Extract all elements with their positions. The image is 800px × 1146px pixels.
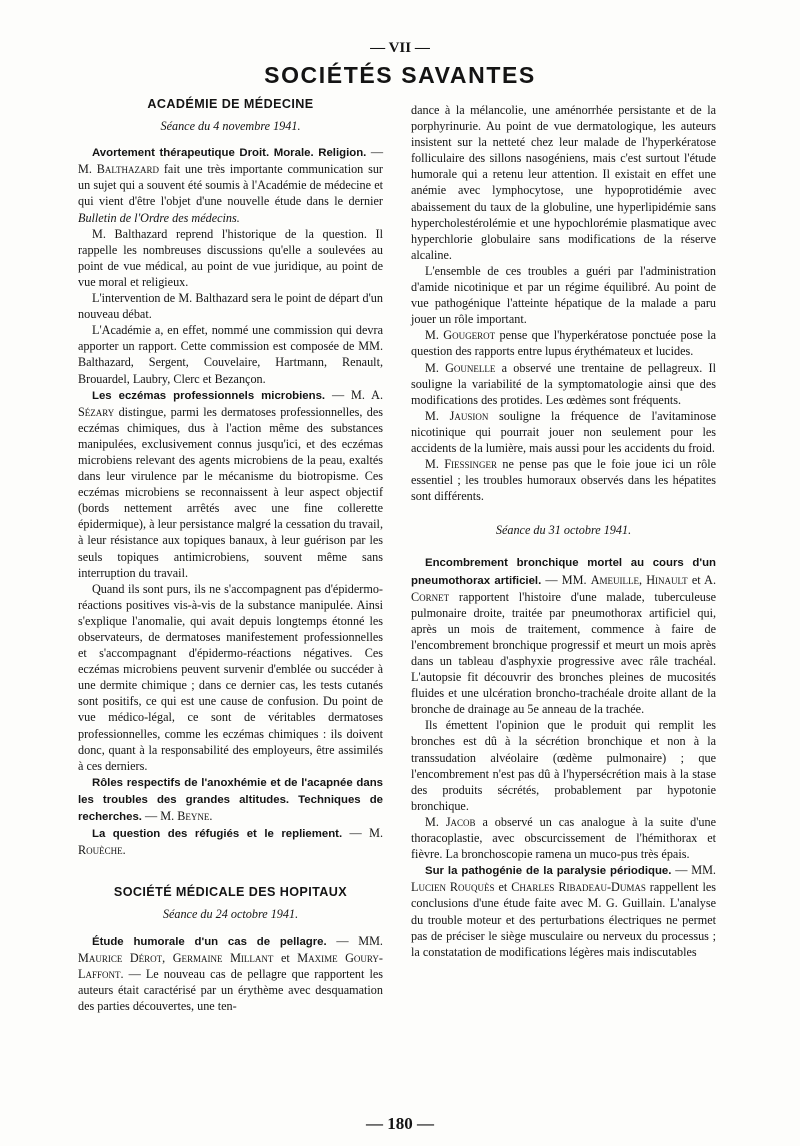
text: rapportent l'histoire d'une malade, tuberculeuse pulmonaire droite, traitée par pneumothorax artificiel qui, après un mois de traitement, commence à faire de l'encombrement bronchique progressif et meurt un mois après dans un tableau d'asphyxie progressive avec râle trachéal. L'autopsie fit découvrir des bronches pleines de mucosités fluides et une ulcération broncho-trachéale droite allant de la bronche de drainage au 5e anneau de la trachée.: [411, 589, 716, 717]
author-name: Gougerot: [443, 328, 496, 343]
section-heading-hopitaux: SOCIÉTÉ MÉDICALE DES HOPITAUX: [113, 885, 348, 900]
text: ne pense pas que le foie joue ici un rôle essentiel ; les troubles humoraux observés dans les hépatites sont différents.: [411, 457, 716, 504]
text: et: [494, 880, 512, 895]
text: et: [273, 950, 298, 965]
article-title: Encombrement bronchique mortel au cours d'un pneumothorax artificiel.: [411, 557, 716, 587]
author-name: Beyne: [177, 809, 210, 824]
article-title: Les eczémas professionnels microbiens.: [92, 389, 326, 402]
paragraph: dance à la mélancolie, une aménorrhée persistante et de la porphyrinurie. Au point de vue dermatologique, les auteurs insistent sur la netteté chez leur malade de l'hyperkératose folliculaire des sillons nasogéniens, mais c'est surtout l'étude humorale qui a retenu leur attention. Il existait en effet une anémie avec lymphocytose, une hypoprotidémie avec abaissement du taux de la globuline, une hyperlipidémie sans hypercholestérolémie et une hypochlorémie plasmatique avec hyperchlorie globulaire sans modifications de la réserve alcaline.: [411, 103, 716, 262]
paragraph: [411, 862, 716, 960]
article-title: Étude humorale d'un cas de pellagre.: [92, 935, 327, 948]
left-column: [78, 96, 383, 1014]
paragraph: L'ensemble de ces troubles a guéri par l'administration d'amide nicotinique et par un régime équilibré. Au point de vue pathogénique l'atteinte hépatique de la malade a paru jouer un rôle important.: [411, 263, 716, 327]
text: rappellent les conclusions d'une étude faite avec M. G. Guillain. L'analyse du trouble moteur et des perturbations électriques ne permet pas de préciser le siège musculaire ou nerveux du processus ; la constatation de modifications légères mais indiscutables: [411, 880, 717, 959]
author-name: Fiessinger: [444, 457, 498, 472]
text: — MM.: [326, 933, 383, 948]
text: a observé un cas analogue à la suite d'une thoracoplastie, avec obscurcissement de l'hémithorax et fièvre. La bronchoscopie ramena un muco-pus très épais.: [411, 814, 716, 862]
paragraph: [78, 933, 383, 1014]
paragraph: [411, 554, 716, 717]
author-name: Sézary: [78, 404, 115, 419]
page-title: SOCIÉTÉS SAVANTES: [264, 62, 536, 88]
text: souligne la fréquence de l'avitaminose nicotinique qui pourrait jouer non seulement pour les accidents de la lumière, mais aussi pour les accidents du froid.: [411, 408, 716, 455]
paragraph: L'Académie a, en effet, nommé une commission qui devra apporter un rapport. Cette commission est composée de MM. Balthazard, Sergent, Couvelaire, Hartmann, Renault, Brouardel, Laubry, Clerc et Bezançon.: [78, 323, 383, 386]
seance-date: Séance du 4 novembre 1941.: [160, 119, 301, 134]
paragraph: [411, 327, 716, 359]
page-number: — 180 —: [366, 1114, 434, 1133]
author-name: Lucien Rouquès: [411, 880, 495, 895]
text: — M. A.: [325, 387, 383, 402]
paragraph: [411, 814, 716, 862]
section-heading-academie: ACADÉMIE DE MÉDECINE: [147, 97, 314, 111]
paragraph: [411, 408, 716, 456]
text: pense que l'hyperkératose ponctuée pose la question des rapports entre lupus érythémateux et lucides.: [411, 328, 716, 359]
author-name: Ameuille, Hinault: [590, 572, 688, 587]
paragraph: [78, 825, 383, 858]
paragraph: Ils émettent l'opinion que le produit qui remplit les bronches est dû à la sécrétion bronchique et non à la transsudation alvéolaire (œdème pulmonaire) ; que l'encombrement n'est pas dû à l'hypersécrétion mais à la stase des produits sécrétés, probablement par hypotonie bronchique.: [411, 718, 716, 813]
right-column: [411, 102, 716, 960]
text: — M.: [78, 145, 384, 177]
text: — M.: [141, 809, 178, 824]
paragraph: [411, 360, 716, 408]
author-name: Charles Ribadeau-Dumas: [511, 880, 646, 895]
author-name: Balthazard: [96, 162, 160, 177]
paragraph: [78, 774, 383, 825]
article-title: Sur la pathogénie de la paralysie périodique.: [425, 865, 672, 878]
text: et A.: [687, 572, 716, 587]
journal-title: Bulletin de l'Ordre des médecins.: [78, 210, 240, 225]
text: M.: [425, 408, 450, 423]
text: . — Le nouveau cas de pellagre que rapportent les auteurs était caractérisé par un érythème avec desquamation des parties découvertes, une ten-: [78, 966, 383, 1013]
article-title: La question des réfugiés et le repliement.: [92, 828, 343, 841]
article-title: Rôles respectifs de l'anoxhémie et de l'acapnée dans les troubles des grandes altitudes. Techniques de recherches.: [78, 776, 383, 824]
paragraph: [78, 144, 383, 225]
author-name: Rouèche: [78, 843, 123, 858]
text: M.: [425, 457, 445, 472]
text: fait une très importante communication sur un sujet qui a souvent été soumis à l'Académie de médecine et qui vient d'être l'objet d'une nouvelle étude dans le dernier: [78, 162, 383, 209]
author-name: Gounelle: [445, 360, 496, 375]
paragraph: L'intervention de M. Balthazard sera le point de départ d'un nouveau débat.: [78, 291, 383, 322]
text: .: [122, 843, 126, 858]
text: .: [209, 809, 213, 824]
seance-date: Séance du 31 octobre 1941.: [495, 523, 632, 538]
text: M.: [425, 360, 446, 375]
text: distingue, parmi les dermatoses professionnelles, des eczémas chimiques, dus à l'action même des substances manipulées, exclusivement connus jusqu'ici, et des eczémas microbiens relevant des agents microbiens de la peau, exaltés dans leur virulence par le mécanisme du biotropisme. Ces eczémas microbiens se reconnaissent à leur aspect objectif (bords nettement arrêtés avec une fine collerette épidermique), à leur persistance malgré la cessation du travail, à leur résistance aux topiques banaux, à leur guérison par les seuls topiques antimicrobiens, souvent même sans interruption du travail.: [78, 404, 383, 580]
author-name: Cornet: [411, 589, 450, 604]
text: M.: [425, 328, 444, 343]
text: — M.: [342, 826, 383, 841]
text: — MM.: [671, 863, 716, 878]
seance-date: Séance du 24 octobre 1941.: [162, 907, 299, 922]
paragraph: [78, 387, 383, 581]
text: a observé une trentaine de pellagreux. Il souligne la variabilité de la symptomatologie ainsi que des modifications des protides. Les œdèmes sont fréquents.: [411, 360, 717, 407]
paragraph: Quand ils sont purs, ils ne s'accompagnent pas d'épidermo-réactions positives vis-à-vis de la substance manipulée. Ainsi s'explique l'anomalie, qui avait depuis longtemps étonné les observateurs, de dermatoses manifestement professionnelles et s'accompagnant d'épidermo-réactions négatives. Ces eczémas microbiens peuvent survenir d'emblée ou succéder à une dermite chimique ; dans ce dernier cas, les tests cutanés sont positifs, ce qui est une cause de confusion. Du point de vue médico-légal, ce sont de véritables dermatoses professionnelles, comme les eczémas chimiques : ils doivent donc, quant à la responsabilité des employeurs, être assimilés à ces derniers.: [78, 581, 383, 773]
author-name: Jausion: [449, 408, 489, 423]
text: — MM.: [541, 572, 591, 587]
text: M.: [425, 814, 446, 829]
paragraph: M. Balthazard reprend l'historique de la question. Il rappelle les nombreuses discussions qu'elle a soulevées au point de vue médical, au point de vue juridique, au point de vue moral et religieux.: [78, 226, 383, 289]
article-title: Avortement thérapeutique Droit. Morale. Religion.: [92, 147, 367, 160]
author-name: Jacob: [445, 814, 476, 829]
author-name: Maurice Dérot, Germaine Millant: [78, 950, 274, 965]
paragraph: [411, 456, 716, 504]
author-name: Maxime Goury-Laffont: [78, 950, 383, 981]
page-number-roman: — VII —: [370, 40, 430, 56]
